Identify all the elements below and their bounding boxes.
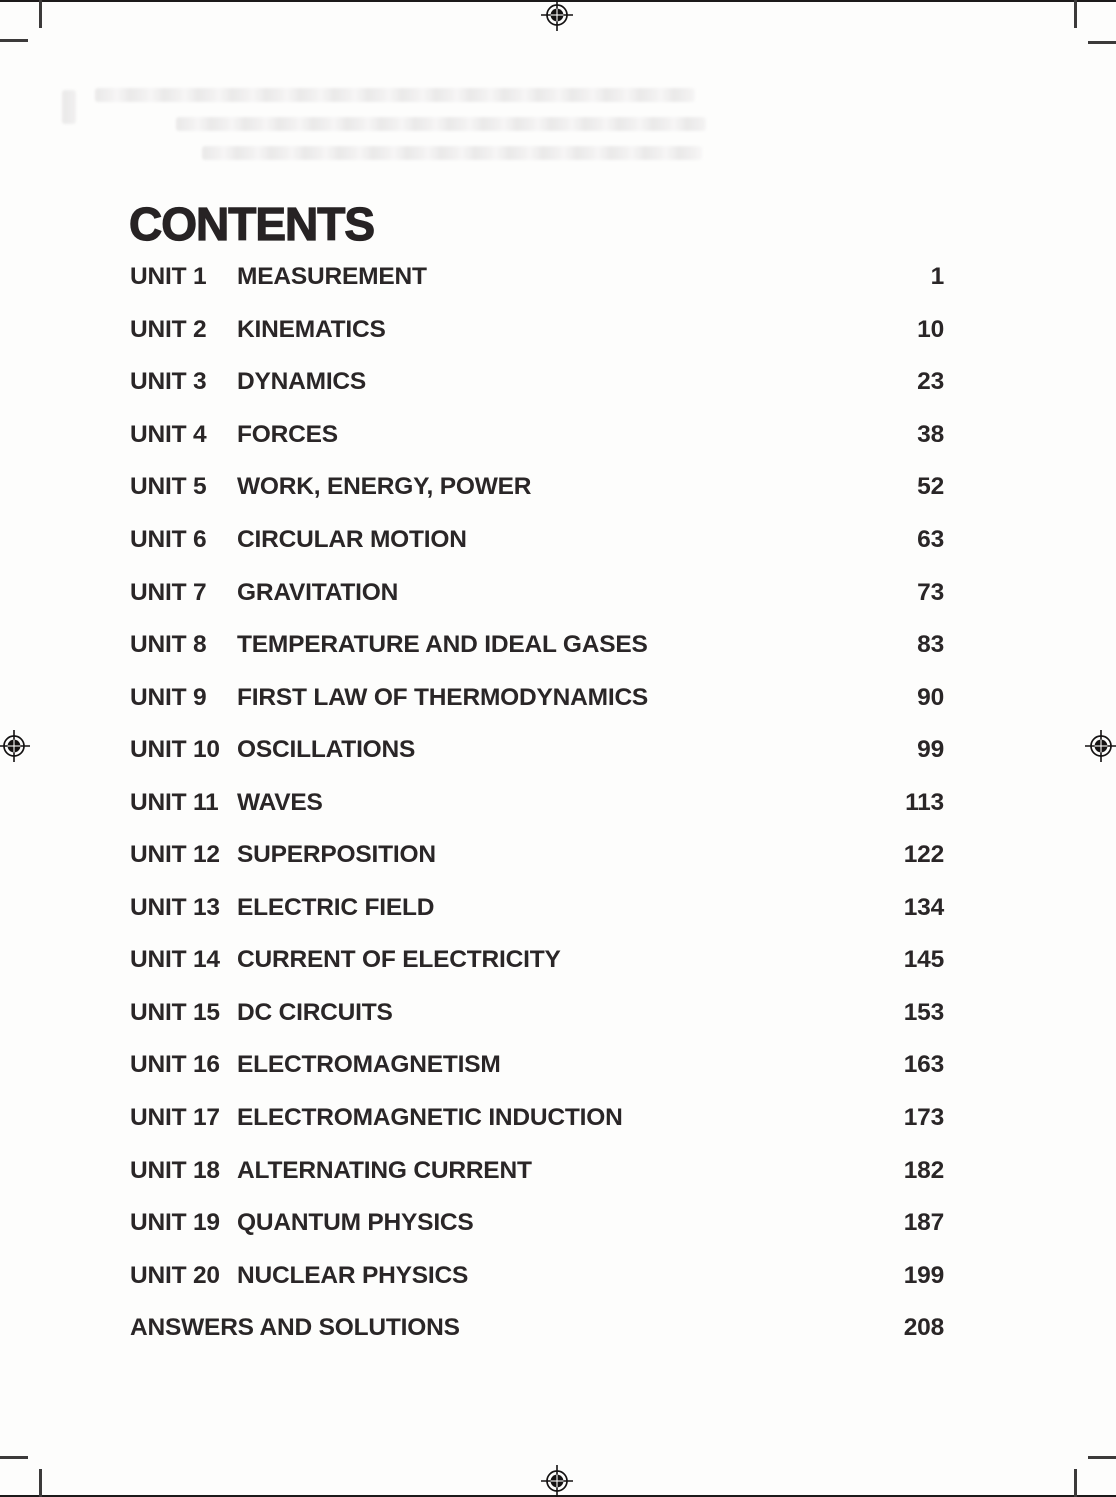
toc-unit-label: UNIT 6 xyxy=(130,526,207,553)
toc-page-number: 73 xyxy=(917,578,944,606)
toc-row xyxy=(130,671,944,724)
crop-mark-bottom-right-vertical xyxy=(1074,1469,1077,1497)
toc-page-number: 122 xyxy=(903,841,944,869)
crop-mark-top-right-vertical xyxy=(1074,0,1077,28)
toc-chapter-title: FIRST LAW OF THERMODYNAMICS xyxy=(237,683,649,711)
crop-mark-bottom-right-horizontal xyxy=(1088,1456,1116,1459)
toc-unit-label: UNIT 8 xyxy=(130,631,207,659)
toc-row xyxy=(130,566,944,619)
toc-page-number: 52 xyxy=(917,473,944,501)
showthrough-text-line xyxy=(176,117,706,131)
toc-page-number: 208 xyxy=(903,1314,944,1342)
toc-chapter-title: QUANTUM PHYSICS xyxy=(237,1209,474,1237)
toc-unit-label: UNIT 5 xyxy=(130,473,207,501)
toc-unit-label: UNIT 13 xyxy=(130,893,220,921)
toc-chapter-title: SUPERPOSITION xyxy=(237,841,436,869)
toc-chapter-title: ELECTROMAGNETISM xyxy=(237,1051,501,1079)
toc-unit-label: UNIT 7 xyxy=(130,578,207,606)
toc-unit-label: UNIT 10 xyxy=(130,736,220,764)
toc-chapter-title: GRAVITATION xyxy=(237,578,399,606)
toc-row xyxy=(130,934,944,987)
toc-unit-label: UNIT 19 xyxy=(130,1209,220,1237)
toc-row xyxy=(130,514,944,567)
toc-row xyxy=(130,1249,944,1302)
toc-page-number: 153 xyxy=(903,998,944,1026)
toc-row xyxy=(130,776,944,829)
showthrough-text-line xyxy=(202,146,702,160)
toc-unit-label: UNIT 14 xyxy=(130,946,220,974)
page-title: CONTENTS xyxy=(129,197,374,250)
registration-mark-icon xyxy=(0,729,31,763)
toc-chapter-title: KINEMATICS xyxy=(237,315,386,343)
toc-unit-label: UNIT 1 xyxy=(130,263,207,291)
toc-row xyxy=(130,829,944,882)
showthrough-text-line xyxy=(95,88,695,102)
toc-row xyxy=(130,1144,944,1197)
toc-row xyxy=(130,304,944,357)
showthrough-text-mark xyxy=(62,90,76,124)
toc-chapter-title: CURRENT OF ELECTRICITY xyxy=(237,946,561,974)
toc-unit-label: UNIT 11 xyxy=(130,788,219,816)
toc-page-number: 134 xyxy=(903,893,944,921)
toc-page-number: 199 xyxy=(903,1261,944,1289)
toc-chapter-title: NUCLEAR PHYSICS xyxy=(237,1261,469,1289)
toc-page-number: 10 xyxy=(917,315,944,343)
toc-row xyxy=(130,409,944,462)
toc-chapter-title: TEMPERATURE AND IDEAL GASES xyxy=(237,631,648,659)
registration-mark-icon xyxy=(540,0,574,32)
toc-page-number: 173 xyxy=(903,1104,944,1132)
toc-chapter-title: ANSWERS AND SOLUTIONS xyxy=(130,1314,460,1342)
toc-row xyxy=(130,1039,944,1092)
toc-chapter-title: WORK, ENERGY, POWER xyxy=(237,473,532,501)
toc-page-number: 23 xyxy=(917,368,944,396)
toc-chapter-title: CIRCULAR MOTION xyxy=(237,526,467,553)
toc-row xyxy=(130,1302,944,1355)
toc-chapter-title: FORCES xyxy=(237,420,338,448)
toc-chapter-title: DYNAMICS xyxy=(237,368,367,396)
toc-unit-label: UNIT 4 xyxy=(130,420,207,448)
toc-chapter-title: ELECTRIC FIELD xyxy=(237,893,435,921)
toc-chapter-title: OSCILLATIONS xyxy=(237,736,416,764)
toc-unit-label: UNIT 20 xyxy=(130,1261,220,1289)
toc-row xyxy=(130,1197,944,1250)
crop-mark-top-left-vertical xyxy=(39,0,42,28)
toc-chapter-title: ELECTROMAGNETIC INDUCTION xyxy=(237,1104,623,1132)
toc-page-number: 187 xyxy=(903,1209,944,1237)
crop-mark-bottom-left-horizontal xyxy=(0,1456,28,1459)
toc-row xyxy=(130,1092,944,1145)
toc-page-number: 99 xyxy=(917,736,944,764)
toc-row xyxy=(130,987,944,1040)
toc-row xyxy=(130,356,944,409)
toc-unit-label: UNIT 12 xyxy=(130,841,220,869)
toc-page-number: 163 xyxy=(903,1051,944,1079)
toc-page-number: 1 xyxy=(930,263,944,291)
toc-row xyxy=(130,724,944,777)
registration-mark-icon xyxy=(1084,729,1116,763)
table-of-contents xyxy=(130,251,944,1354)
toc-row xyxy=(130,251,944,304)
toc-unit-label: UNIT 2 xyxy=(130,315,207,343)
toc-unit-label: UNIT 3 xyxy=(130,368,207,396)
toc-row xyxy=(130,461,944,514)
toc-page-number: 38 xyxy=(917,420,944,448)
toc-page-number: 182 xyxy=(903,1156,944,1184)
toc-chapter-title: ALTERNATING CURRENT xyxy=(237,1156,532,1184)
toc-page-number: 145 xyxy=(903,946,944,974)
crop-mark-top-right-horizontal xyxy=(1088,41,1116,44)
toc-row xyxy=(130,619,944,672)
toc-chapter-title: MEASUREMENT xyxy=(237,263,427,291)
toc-unit-label: UNIT 9 xyxy=(130,683,207,711)
toc-row xyxy=(130,882,944,935)
toc-page-number: 63 xyxy=(917,526,944,553)
toc-unit-label: UNIT 17 xyxy=(130,1104,220,1132)
toc-chapter-title: DC CIRCUITS xyxy=(237,998,393,1026)
toc-chapter-title: WAVES xyxy=(237,788,323,816)
registration-mark-icon xyxy=(540,1464,574,1497)
crop-mark-bottom-left-vertical xyxy=(39,1469,42,1497)
toc-page-number: 83 xyxy=(917,631,944,659)
toc-unit-label: UNIT 16 xyxy=(130,1051,220,1079)
toc-page-number: 90 xyxy=(917,683,944,711)
toc-page-number: 113 xyxy=(905,788,944,816)
toc-unit-label: UNIT 18 xyxy=(130,1156,220,1184)
crop-mark-top-left-horizontal xyxy=(0,39,28,42)
toc-unit-label: UNIT 15 xyxy=(130,998,220,1026)
